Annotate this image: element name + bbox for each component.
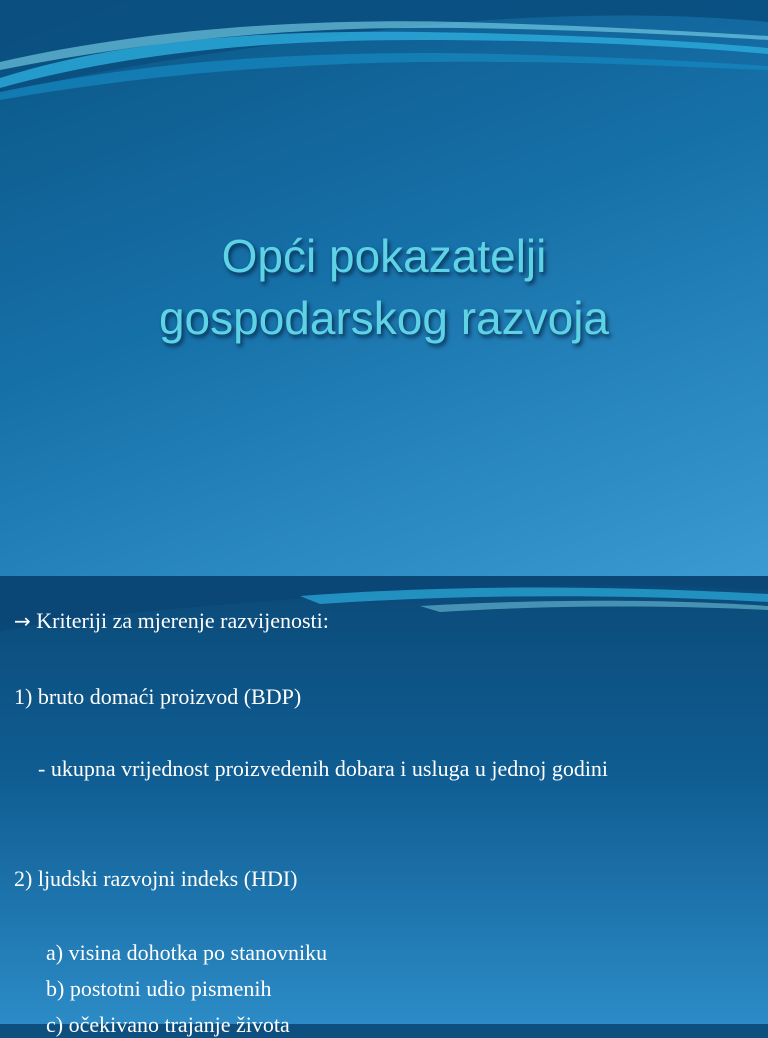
hdi-item-c: c) očekivano trajanje života <box>46 1012 290 1037</box>
criteria-heading <box>14 608 329 634</box>
wave-decoration <box>0 0 768 110</box>
hdi-item-a: a) visina dohotka po stanovniku <box>46 940 328 965</box>
criteria-heading-text: Kriteriji za mjerenje razvijenosti: <box>30 608 329 633</box>
page-title <box>0 225 768 349</box>
slide-content <box>0 576 768 1037</box>
criterion-bdp: 1) bruto domaći proizvod (BDP) <box>14 684 302 709</box>
hdi-item-b: b) postotni udio pismenih <box>46 976 272 1001</box>
criterion-hdi: 2) ljudski razvojni indeks (HDI) <box>14 866 298 891</box>
arrow-right-icon: → <box>14 609 31 633</box>
title-line-1: Opći pokazatelji <box>221 230 547 282</box>
criterion-bdp-description: - ukupna vrijednost proizvedenih dobara i usluga u jednoj godini <box>38 756 609 781</box>
title-line-2: gospodarskog razvoja <box>158 292 610 344</box>
